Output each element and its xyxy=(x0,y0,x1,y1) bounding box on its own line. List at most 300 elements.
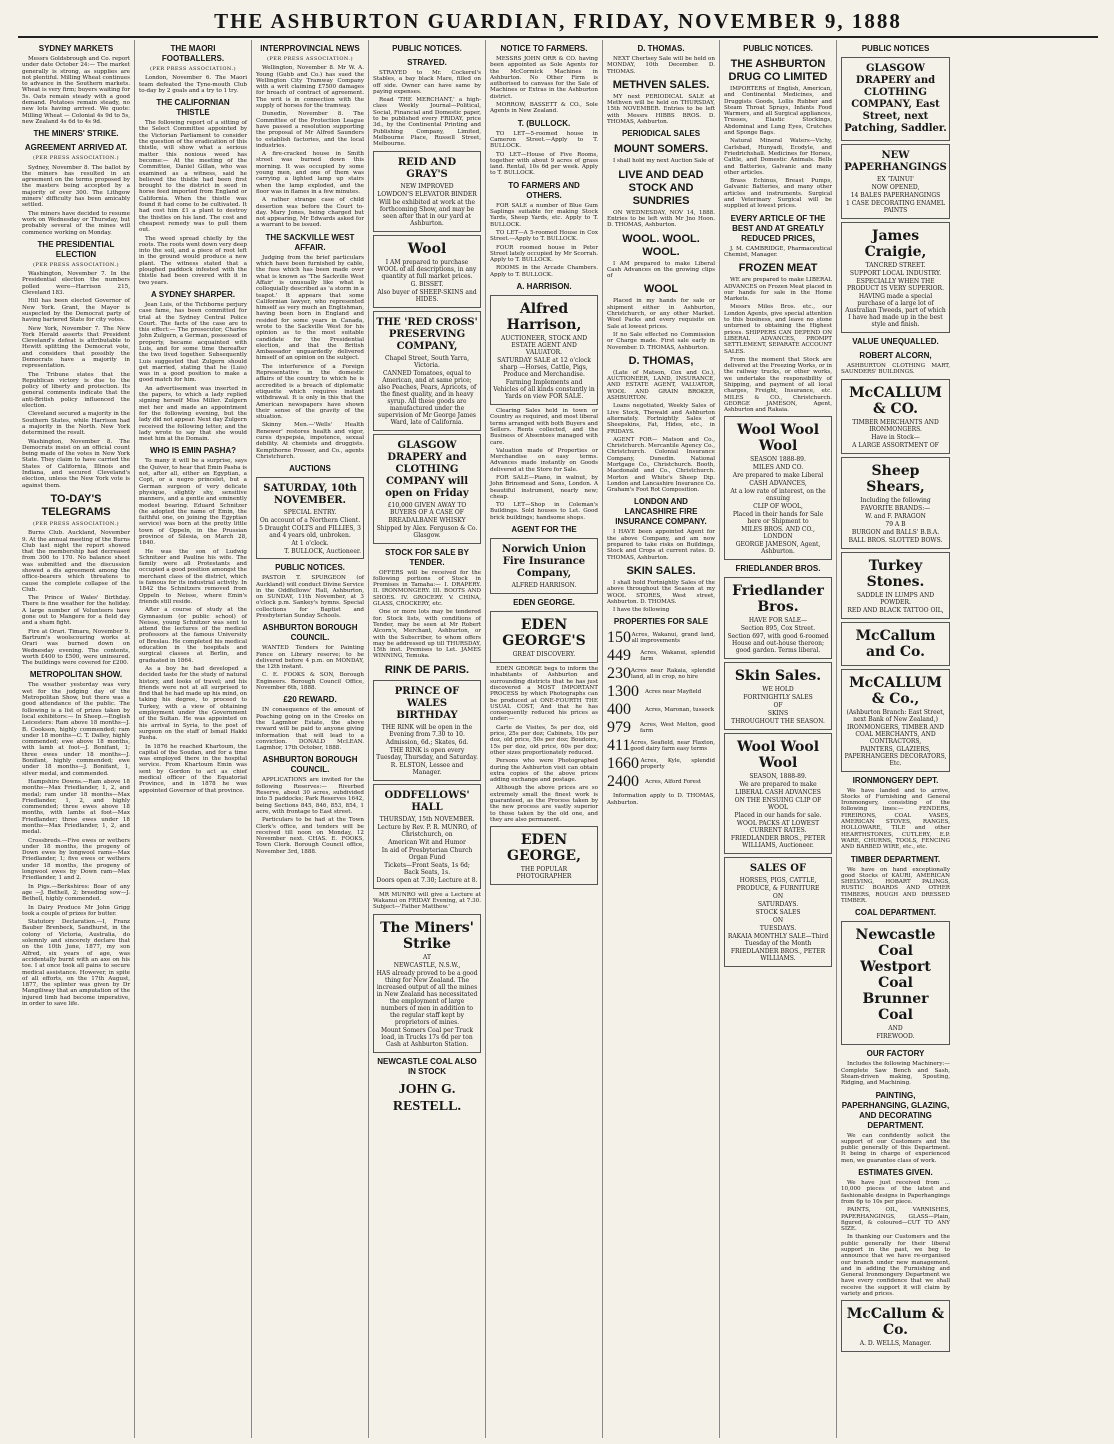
column-7 xyxy=(720,40,837,1438)
article-paragraph: One or more lots may be tendered for. Stock lists, with conditions of Tender, may be seen at Mr Robert Alcorn's, Merchant, Ashburton, or with the Subscriber, to whom offers may be addressed up till THURSDAY, 15th inst. Premises to Let. JAMES WINNING, Temuka. xyxy=(373,609,481,660)
ad-title: McCallum & Co. xyxy=(846,1306,945,1339)
article-paragraph: In Pigs.—Berkshires: Boar of any age —J. Bethell, 2; breeding sow—J. Bethell, highly commended. xyxy=(22,883,130,903)
property-acreage: 1300 xyxy=(607,683,639,701)
ad-line: BREADALBANE WHISKY xyxy=(388,516,466,524)
section-heading: FRIEDLANDER BROS. xyxy=(735,564,821,574)
ad-title: Wool xyxy=(407,240,447,257)
property-acreage: 2400 xyxy=(607,773,639,791)
section-heading: WHO IS EMIN PASHA? xyxy=(149,446,237,456)
press-association-credit: (PER PRESS ASSOCIATION.) xyxy=(32,520,120,527)
ad-line: SEASON, 1888-89. xyxy=(749,773,807,781)
advertisement xyxy=(724,416,832,560)
section-heading: EVERY ARTICLE OF THE BEST AND AT GREATLY REDUCED PRICES, xyxy=(730,213,826,243)
property-row xyxy=(607,756,715,772)
article-paragraph: WANTED Tenders for Painting Fence on Library reserve; to be delivered before 4 p.m. on MONDAY, the 12th instant. xyxy=(256,645,364,671)
ad-line: Admission, 6d.; Skates, 6d. xyxy=(385,738,469,746)
article-paragraph: The Prince of Wales' Birthday. There is fine weather for the holiday. A large number of Volunteers have gone out to Mangere for a field day and a sham fight. xyxy=(22,595,130,627)
article-paragraph: WE are prepared to make LIBERAL ADVANCES on Frozen Meat placed in our hands for sale in the Home Markets. xyxy=(724,277,832,303)
ad-line: G. BISSET. xyxy=(410,280,444,288)
article-paragraph: Hill has been elected Governor of New York. Grant, the Mayor is suspected by the Democrat party of having bartered State for city votes. xyxy=(22,298,130,324)
section-heading: THE MAORI FOOTBALLERS. xyxy=(161,44,225,63)
article-paragraph: Although the above prices are so extremely small the finest work is guaranteed, as the Process taken by the new process are vastly superior to those taken by the old one, and they are also permanent. xyxy=(490,785,598,823)
ad-line: American Wit and Humor xyxy=(388,838,466,846)
ad-line: Have in Stock— xyxy=(871,433,920,441)
section-heading: METROPOLITAN SHOW. xyxy=(29,670,123,680)
ad-title: EDEN GEORGE'S xyxy=(502,617,586,650)
section-heading: MOUNT SOMERS. xyxy=(613,143,709,156)
article-paragraph: The weed spread chiefly by the roots. The roots went down very deep into the soil, and a piece of root left in the ground would produce a new plant. The witness stated that a ploughed paddock infested with the thistle had been covered with it in two years. xyxy=(139,235,247,286)
article-paragraph: FOR SALE—Piano, in walnut, by John Brinsmead and Sons, London. A beautiful instrument, nearly new; cheap. xyxy=(490,474,598,500)
ad-title: The Miners' Strike xyxy=(380,919,474,952)
article-paragraph: Crossbreds.—Five ewes or wethers under 18 months, the progeny of Down ewes by longwool rams—Max Friedlander, 1; five ewes or wethers under 18 months, the progeny of longwool ewes by Down ram—Max Friedlander, 1 and 2. xyxy=(22,837,130,882)
ad-line: ESPECIALLY WHEN THE PRODUCT IS VERY SUPERIOR. xyxy=(847,278,944,292)
article-paragraph: Messrs Miles Bros. etc., our London Agents, give special attention to this business, and leave no stone unturned to obtaining the Highest prices. SHIPPERS CAN DEPEND ON LIBERAL ADVANCES, PROMPT SETTLEMENT, SEPARATE ACCOUNT SALES. xyxy=(724,304,832,355)
ad-line: 5 Draught COLTS and FILLIES, 3 and 4 years old, unbroken. xyxy=(259,525,361,540)
ad-line: SADDLE IN LUMPS AND POWDER. xyxy=(856,591,935,606)
advertisement xyxy=(373,914,481,1053)
article-paragraph: MESSRS JOHN ORR & CO. having been appointed as Sole Agents for the McCormick Machines in Ashburton. No Other Firm is authorised to canvass for the Sale of Machines or Extras in the Ashburton district. xyxy=(490,56,598,100)
newspaper-title: THE ASHBURTON GUARDIAN, FRIDAY, NOVEMBER 9, 1888 xyxy=(214,8,902,33)
ad-line: Section 697, with good 6-roomed House and out-house thereon; good garden. Terms liberal. xyxy=(727,633,829,655)
article-paragraph: Sydney, November 8. The ballot by the miners has resulted in an agreement on the terms proposed by the masters being accepted by a majority of over 300. The Lithgow miners' difficulty has been amicably settled. xyxy=(22,164,130,209)
ad-line: FIREWOOD. xyxy=(876,1033,915,1041)
section-heading: PAINTING, PAPERHANGING, GLAZING, AND DECORATING DEPARTMENT. xyxy=(841,1090,950,1130)
ad-line: Including the following xyxy=(860,496,931,504)
article-paragraph: The following report of a sitting of the Select Committee appointed by the Victorian Parliament to consider the question of the eradication of this thistle, will show what a serious matter this noxious weed has become:— At the meeting of the Committee, Daniel Gillan, who was examined as a witness, said he believed the thistle had been first brought to the district in seed in horse feed imported from England or California. When the thistle was found it had come to be cultivated. It had cost him £1 a plant to destroy the thistles on his land. The cost and cheapest remedy was to pull them out. xyxy=(139,120,247,234)
ad-title: James Craigie, xyxy=(864,228,927,260)
ad-line: FRIEDLANDER BROS., PETER WILLIAMS. xyxy=(730,948,826,963)
article-paragraph: STRAYED to Mr. Cockerel's Stables, a bay black Mare, filled on off side. Owner can have same by paying expenses. xyxy=(373,70,481,95)
ad-title: McCALLUM & Co., xyxy=(849,674,942,707)
article-paragraph: I shall hold my next Auction Sale of xyxy=(613,158,714,165)
article-paragraph: Washington, November 8. The Democrats insist on an official count being made of the votes in New York State. They claim to have carried the States of California, Illinois and Indiana, and secured Cleveland's election, unless the New York vote is against them. xyxy=(22,438,130,489)
article-paragraph: Jean Luis, of the Tichborne perjury case fame, has been committed for trial at the Sydney Central Police Court. The facts of the case are to this effect:— The prosecutor, Charles John Zulgern, a German, possessed of property, became acquainted with Luis, and for some time thereafter the two lived together. Subsequently Luis suggested that Zulgern should get married, stating that he (Luis) was in a good position to make a good match for him. xyxy=(139,301,247,384)
ad-line: Mount Somers Coal per Truck load, in Trucks 17s 6d per ton Cash at Ashburton Station. xyxy=(380,1026,474,1048)
ad-line: We are prepared to make xyxy=(739,781,817,789)
advertisement xyxy=(841,552,950,619)
article-paragraph: OFFERS will be received for the following portions of Stock in Premises in Tamaha:— I. DRAPERY. II. IRONMONGERY. III. BOOTS AND SHOES. IV. GROCERY. V. CHINA, GLASS, CROCKERY, etc. xyxy=(373,569,481,608)
advertisement xyxy=(373,784,481,889)
property-acreage: 150 xyxy=(607,629,631,647)
article-paragraph: To many it will be a surprise, says the Quiver, to hear that Emin Pasha is not, after all, either an Egyptian, a Copt, or a negro princelet, but a German surgeon of very delicate physique, slightly shy, sensitive manners, and a gentle and eminently modest bearing. Eduard Schnitzer (he adopted the name of Emin, the faithful one, on joining the Egyptian service) was born at the pretty little town of Oppeln, in the Prussian province of Silesia, on March 28, 1840. xyxy=(139,458,247,547)
article-paragraph: We have just received from ... 10,000 pieces of the latest and fashionable designs in Paperhangings from 6p to 10s per piece. xyxy=(841,1180,950,1205)
ad-line: Lecture by Rev. P. R. MUNRO, of Christchurch, on xyxy=(377,823,477,838)
ad-line: CANNED Tomatoes, equal to American, and at same price; also Peaches, Pears, Apricots, of the finest quality, and in heavy syrup. All these goods are manufactured under the supervision of Mr George James Ward, late of California. xyxy=(377,369,477,426)
section-heading: TO-DAY'S TELEGRAMS xyxy=(41,492,111,518)
ad-title: ODDFELLOWS' HALL xyxy=(384,789,470,813)
ad-line: FAVORITE BRANDS:— xyxy=(860,504,931,512)
ad-line: On account of a Northern Client. xyxy=(259,517,361,525)
ad-line: Placed in our hands for sale. xyxy=(734,812,822,820)
ad-line: TIMBER MERCHANTS AND IRONMONGERS. xyxy=(852,418,939,433)
property-description: Acres, Wakanui, splendid farm xyxy=(640,649,715,663)
ad-title: Alfred Harrison, xyxy=(506,301,582,334)
article-paragraph: J. M. CAMBRIDGE, Pharmaceutical Chemist, Manager. xyxy=(724,245,832,258)
ad-title: Friedlander Bros. xyxy=(732,583,824,616)
article-paragraph: New York, November 7. The New York Herald asserts that President Cleveland's defeat is attributable to Hewitt splitting the Democrat vote, and considers that possibly the Democrats have a majority in representation. xyxy=(22,325,130,370)
ad-line: BURGON and BALLS' B.B.A. xyxy=(851,528,940,536)
property-row xyxy=(607,774,715,790)
property-row xyxy=(607,684,715,700)
advertisement xyxy=(841,921,950,1045)
article-paragraph: A rather strange case of child desertion was before the Court to-day. Mary Jones, being charged but not appearing, Mr Edwards asked for a warrant to be issued. xyxy=(256,197,364,229)
section-heading: SKIN SALES. xyxy=(626,564,696,577)
article-paragraph: Fire at Orari. Timaru, November 9. Bartrum's woolscouring works at Orari was burned down on Wednesday evening. The contents, worth £400 to £500, were uninsured. The buildings were covered for £200. xyxy=(22,628,130,667)
section-heading: LONDON AND LANCASHIRE FIRE INSURANCE COMPANY. xyxy=(615,497,707,527)
property-description: Acres, Kyle, splendid property xyxy=(640,757,715,771)
property-description: Acres, Maronan, tussock xyxy=(645,707,715,714)
advertisement xyxy=(490,826,598,885)
ad-line: GEORGE JAMESON, Agent, Ashburton. xyxy=(735,541,821,556)
advertisement xyxy=(841,457,950,549)
article-paragraph: MY next PERIODICAL SALE at Methven will be held on THURSDAY, 15th NOVEMBER. Entries to be left with Messrs HIBBS BROS. D. THOMAS, Ashburton. xyxy=(607,93,715,126)
section-heading: THE MINERS' STRIKE. xyxy=(33,129,119,139)
article-paragraph: After a course of study at the Gymnasium (or public school) of Neisse, young Schnitzer was sent to attend the lectures of the medical professors at the famous University of Breslau. He completed his medical education in the hospitals and surgical classes at Berlin, and graduated in 1864. xyxy=(139,607,247,664)
section-heading: A. HARRISON. xyxy=(516,282,572,292)
ad-line: At a low rate of interest, on the ensuing xyxy=(730,488,826,503)
section-heading: ASHBURTON BOROUGH COUNCIL. xyxy=(262,623,358,643)
ad-title: Skin Sales. xyxy=(734,668,822,685)
article-paragraph: We have on hand exceptionally good Stocks of KAURI, AMERICAN SHELVING, HOBART PALINGS, RUSTIC BOARDS AND OTHER TIMBERS, ROUGH AND DRESSED TIMBER. xyxy=(841,866,950,905)
section-heading: TO FARMERS AND OTHERS. xyxy=(508,180,580,200)
article-paragraph: AGENT FOR— Matson and Co., Christchurch. Mercantile Agency Co., Christchurch. Colonial Insurance Company, Dunedin. National Mortgage Co., Christchurch. Booth, Macdonald and Co., Christchurch. Morton and White's Sheep Dip. London and Lancashire Insurance Co. Graham's Foot Rot Composition. xyxy=(607,436,715,494)
press-association-credit: (PER PRESS ASSOCIATION.) xyxy=(32,155,120,162)
article-paragraph: Clearing Sales held in town or Country as required, and most liberal terms arranged with both Buyers and Sellers. Rents collected, and the Business of Absentees managed with care. xyxy=(490,408,598,446)
article-paragraph: Valuation made of Properties or Merchandise on easy terms. Advances made instantly on Goods delivered at the Store for Sale. xyxy=(490,447,598,473)
article-paragraph: Burns Club. Auckland, November 9. At the annual meeting of the Burns Club last night the report showed that the membership had decreased from 300 to 170. No balance sheet was submitted and the discussion showed a dis agreement among the office-bearers which threatens to cause the complete collapse of the Club. xyxy=(22,530,130,593)
ad-title: PRINCE OF WALES BIRTHDAY xyxy=(394,685,460,721)
section-heading: THE SACKVILLE WEST AFFAIR. xyxy=(265,232,355,252)
ad-line: HORSES, PIGS, CATTLE, xyxy=(739,877,817,885)
article-paragraph: The miners have decided to resume work on Wednesday or Thursday, but probably several of the mines will commence working on Monday. xyxy=(22,210,130,236)
section-heading: T. (BULLOCK. xyxy=(517,118,571,128)
advertisement xyxy=(373,680,481,781)
section-heading: EDEN GEORGE. xyxy=(513,598,575,608)
section-heading: IRONMONGERY DEPT. xyxy=(852,775,939,785)
ad-title: SALES OF xyxy=(749,863,807,875)
ad-line: ON xyxy=(772,917,784,925)
article-paragraph: Cleveland secured a majority in the Southern States, while Harrison had a majority in the North. New York determined the result. xyxy=(22,411,130,437)
article-paragraph: TO LET—A 5-roomed House in Cox Street.—Apply to T. BULLOCK. xyxy=(490,229,598,243)
ad-line: LOWDON'S ELEVATOR BINDER xyxy=(377,190,477,198)
section-heading: D. THOMAS. xyxy=(637,44,685,53)
section-heading: STRAYED. xyxy=(407,58,447,67)
ad-line: WE HOLD xyxy=(762,686,794,694)
ad-title: McCALLUM & CO. xyxy=(849,384,942,417)
article-paragraph: Carte de Visites, 5s per doz, old price, 25s per doz; Cabinets, 10s per doz, old price, 50s per doz; Boudoirs, 15s per doz, old price, 60s per doz; other sizes proportionately reduced. xyxy=(490,724,598,756)
ad-line: TANCRED STREET. xyxy=(865,262,926,269)
ad-line: CLIP OF WOOL, xyxy=(753,503,803,511)
section-heading: PUBLIC NOTICES. xyxy=(275,563,345,573)
article-paragraph: London, November 6. The Maori team defeated the Tyne-mouth Club to-day by 2 goals and a try to 1 try. xyxy=(139,75,247,94)
ad-line: RAKAIA MONTHLY SALE—Third Tuesday of the Month xyxy=(727,933,829,948)
column-2 xyxy=(135,40,252,1438)
ad-line: HAVE FOR SALE— xyxy=(748,617,808,625)
ad-line: OF xyxy=(773,702,783,710)
advertisement xyxy=(724,733,832,854)
article-paragraph: Brass Echinus, Breast Pumps, Galvanic Batteries, and many other articles and instruments. Surgical and Veterinary Surgical will be supplied at lowest prices. xyxy=(724,178,832,210)
ad-title: Sheep Shears, xyxy=(866,462,925,495)
article-paragraph: Particulars to be had at the Town Clerk's office, and tenders will be received till noon on Monday, 12 November next. CHAS. E. FOOKS, Town Clerk. Borough Council office, November 3rd, 1888. xyxy=(256,817,364,855)
article-paragraph: The interference of a Foreign Representative in the domestic affairs of the country to which he is accredited is a breach of diplomatic etiquette which requires instant withdrawal. It is only in this that the American newspapers have shown their sense of the gravity of the situation. xyxy=(256,363,364,421)
advertisement xyxy=(724,577,832,659)
ad-line: Placed in their hands for Sale here or Shipment to xyxy=(732,511,824,526)
ad-line: THE RINK will be open in the Evening from 7.30 to 10. xyxy=(381,723,473,738)
section-heading: ESTIMATES GIVEN. xyxy=(858,1168,933,1178)
section-heading: WOOL xyxy=(643,283,679,296)
ad-title: REID AND GRAY'S xyxy=(397,156,457,180)
section-heading: SYDNEY MARKETS xyxy=(38,44,114,53)
advertisement xyxy=(841,1300,950,1352)
ad-line: ALFRED HARRISON. xyxy=(511,582,577,590)
ad-line: MILES AND CO. xyxy=(752,464,804,472)
section-heading: TIMBER DEPARTMENT. xyxy=(850,854,941,864)
ad-line: 14 BALES PAPERHANGINGS xyxy=(850,192,941,199)
article-paragraph: Hampshire Downs.—Ram above 18 months—Max Friedlander, 1, 2, and medal; ram under 18 months—Max Friedlander, 1, 2, and highly commended; three ewes above 18 months, with lambs at foot—Max Friedlander; three ewes under 18 months—Max Friedlander, 1, 2, and medal. xyxy=(22,778,130,836)
column-8 xyxy=(837,40,954,1438)
article-paragraph: Wellington, November 8. Mr W. A. Young (Gubb and Co.) has sued the Wellington City Tramway Company with a writ claiming £7500 damages for breach of contract of agreement. The writ is in connection with the supply of horses for the tramway. xyxy=(256,65,364,110)
ad-line: NEW IMPROVED xyxy=(400,182,454,190)
article-paragraph: As a boy he had developed a decided taste for the study of natural history, and looks of travel; and his friends were not at all surprised to find that he had made up his mind, on taking his degree, to proceed to Turkey, with a view of obtaining employment under the Government of the Sultan. He was appointed on his arrival in Syria, to the post of surgeon on the staff of Ismail Hakki Pasha. xyxy=(139,665,248,742)
section-heading: PERIODICAL SALES xyxy=(621,129,701,139)
section-heading: PUBLIC NOTICES. xyxy=(743,44,813,53)
ad-line: W. and F. PARAGON xyxy=(865,512,926,520)
section-heading: PUBLIC NOTICES. xyxy=(392,44,462,53)
property-row xyxy=(607,666,715,682)
ad-line: FORTNIGHTLY SALES xyxy=(743,694,813,702)
property-acreage: 449 xyxy=(607,647,631,665)
ad-line: SUPPORT LOCAL INDUSTRY. xyxy=(849,270,942,277)
ad-line: SEASON 1888-89. xyxy=(750,456,806,464)
property-acreage: 411 xyxy=(607,737,631,755)
article-paragraph: ON WEDNESDAY, NOV 14, 1888. Entries to be left with Mr Jno Hoon. D. THOMAS, Ashburton. xyxy=(607,209,715,229)
article-paragraph: ASHBURTON CLOTHING MART, SAUNDERS' BUILDINGS. xyxy=(841,363,950,376)
ad-line: £10,000 GIVEN AWAY TO BUYERS OF A CASE OF xyxy=(387,501,467,516)
ad-line: MILES BROS. AND CO., LONDON xyxy=(741,526,815,541)
article-paragraph: In 1876 he reached Khartoum, the capital of the Soudan, and for a time was employed there in the hospital service. From Khartoum Emin was sent by Gordon to act as chief medical officer of the Equatorial Province, and in 1878 he was appointed Governor of that province. xyxy=(139,743,247,794)
ad-title: Norwich Union Fire Insurance Company, xyxy=(501,544,587,580)
section-heading: THE ASHBURTON DRUG CO LIMITED xyxy=(728,58,828,83)
article-paragraph: In thanking our Customers and the public generally for their liberal support in the past, we beg to announce that we have re-organised our branch under new management, and in adding the Furnishing and General Ironmongery Department we have every confidence that we shall receive the support it will claim by variety and prices. xyxy=(841,1234,950,1298)
advertisement xyxy=(841,222,950,333)
ad-line: Doors open at 7.30; Lecture at 8. xyxy=(376,876,478,884)
ad-signature: T. BULLOCK, Auctioneer. xyxy=(284,548,361,556)
ad-title: GLASGOW DRAPERY and CLOTHING COMPANY, East Street, next Patching, Saddler. xyxy=(844,63,947,134)
ad-line: LIBERAL CASH ADVANCES xyxy=(735,789,821,797)
column-4 xyxy=(369,40,486,1438)
ad-line: FRIEDLANDER BROS., PETER WILLIAMS, Auctioneer. xyxy=(730,835,826,850)
ad-line: HAS already proved to be a good thing for New Zealand. The increased output of all the mines in New Zealand has necessitated the employment of large numbers of men in addition to the regular staff kept by proprietors of mines. xyxy=(376,969,478,1026)
section-heading: D. THOMAS, xyxy=(628,354,694,367)
property-description: Acres, Seafield, near Flaxton, good dairy farm easy terms xyxy=(630,739,715,753)
article-paragraph: We have landed and to arrive, Stocks of Furnishing and General Ironmongery, consisting of the following lines:— FENDERS, FIREIRONS, COAL VASES, AMERICAN STOVES, RANGES, HOLLOWARE, TILE and other HEARTHSTONES, CUTLERY, E.P. WARE, CHURNS, TOOLS, FENCING AND BARBED WIRE, etc., etc. xyxy=(841,787,950,851)
property-description: Acres near Mayfield xyxy=(645,689,702,696)
ad-line: SATURDAYS. xyxy=(757,901,799,909)
ad-line: A. D. WELLS, Manager. xyxy=(859,1340,932,1348)
article-paragraph: IMPORTERS of English, American, and Continental Medicines, and Druggists Goods, Lollis Rubber and Steam Throat Sprays, Infants Food Warmers, and all Surgical appliances, Trusses, Elastic Stockings, Abdominal and Lung Eyes, Crutches and Sponge Bags. xyxy=(724,86,832,137)
article-paragraph: The Tribune states that the Republican victory is due to the policy of liberty and protection. Its general comments indicate that the anti-British policy influenced the election. xyxy=(22,371,130,410)
ad-title: NEW PAPERHANGINGS xyxy=(844,150,947,173)
ad-line: At 1 o'clock. xyxy=(291,540,329,548)
newspaper-page xyxy=(18,40,1098,1438)
property-row xyxy=(607,738,715,754)
ad-line: SATURDAY SALE at 12 o'clock sharp —Horses, Cattle, Pigs, Produce and Merchandise. xyxy=(497,357,591,379)
advertisement xyxy=(373,235,481,308)
article-paragraph: ROOMS in the Arcade Chambers. Apply to T. BULLOCK. xyxy=(490,265,598,278)
ad-line: SKINS xyxy=(767,710,789,718)
ad-title: McCallum and Co. xyxy=(855,627,936,660)
section-heading: METHVEN SALES. xyxy=(612,78,710,91)
ad-line: PAINTERS, GLAZIERS, PAPERHANGERS DECORATORS, Etc. xyxy=(844,745,947,767)
ad-line: A LARGE ASSORTMENT OF xyxy=(852,441,939,449)
advertisement xyxy=(841,144,950,219)
article-paragraph: Messrs Goldsbrough and Co. report under date October 24:— The market generally is strong, as supplies are not plentiful. Milling Wheat continues to advance in the Southern markets. Wheat is very firm; buyers waiting for 5s. Oats remain steady with a good demand. Potatoes remain steady, no new lots having arrived. We quote: Milling Wheat — Colonial 4s 9d to 5s, new Zealand 4s 6d to 4s 9d. xyxy=(22,56,130,125)
section-heading: VALUE UNEQUALLED. xyxy=(852,337,939,346)
ad-line: ON xyxy=(772,893,784,901)
article-paragraph: Placed in my hands for sale or shipment either in Ashburton, Christchurch, or any other Market. Wool Packs and every requisite on Sale at lowest prices. xyxy=(607,298,715,330)
section-heading: INTERPROVINCIAL NEWS xyxy=(260,44,360,53)
advertisement xyxy=(373,151,481,232)
section-heading: COAL DEPARTMENT. xyxy=(854,908,937,918)
section-heading: AGREEMENT ARRIVED AT. xyxy=(24,143,128,153)
ad-title: Wool Wool Wool xyxy=(736,739,820,772)
section-heading: THE CALIFORNIAN THISTLE xyxy=(156,98,230,118)
ad-line: RED AND BLACK TATTOO OIL, xyxy=(847,606,944,614)
article-paragraph: Read 'THE MERCHANT,' a high-class Weekly Journal—Political, Social, Financial and Domestic paper, to be published every FRIDAY, price 3d., by the Continental Printing and Publishing Company, Limited, Melbourne Place, Russell Street, Melbourne. xyxy=(373,97,481,148)
section-heading: STOCK FOR SALE BY TENDER. xyxy=(385,547,469,567)
article-paragraph: TO LET—5-roomed house in Cameron Street.—Apply to T. BULLOCK. xyxy=(490,130,598,150)
ad-title: GLASGOW DRAPERY and CLOTHING COMPANY will open on Friday xyxy=(385,439,469,499)
article-paragraph: MR MUNRO will give a Lecture at Wakanui on FRIDAY Evening, at 7.30. Subject—'Father Matthew.' xyxy=(373,891,481,911)
ad-line: CASH ADVANCES, xyxy=(749,480,807,488)
article-paragraph: Natural Mineral Waters—Vichy, Carlsbad, Hunyadi, Ecodyle, and Friedrichshall. Medicines for Horses, Cattle, and Domestic Animals. Bells and Batteries, Galvanic and many other articles. xyxy=(724,138,832,176)
article-paragraph: If no Sale effected no Commission or Charge made. First sale early in November. D. THOMAS, Ashburton. xyxy=(607,331,715,351)
article-paragraph: Persons who were Photographed during the Ashburton visit can obtain extra copies of the above prices adding exchange and postage. xyxy=(490,758,598,784)
section-heading: RINK DE PARIS. xyxy=(384,663,470,676)
ad-line: EX 'TAINUI' xyxy=(877,176,914,183)
article-paragraph: The weather yesterday was very wet for the judging day of the Metropolitan Show, but there was a good attendance of the public. The following is a list of prizes taken by local exhibitors:— In Sheep.—English Leicesters: Ram above 18 months—J. B. Cookson, highly commended; ram under 18 months—C. T. Dalley, highly commended; ewe above 18 months, with lamb at foot—J. Bonifant, 1; three ewes under 18 months—J. Bonifant, highly commended; ewe under 18 months—J. Bonifant, 1, silver medal, and commended. xyxy=(22,682,130,777)
ad-line: Will be exhibited at work at the forthcoming Show, and may be seen after that in our yard at Ashburton. xyxy=(379,198,475,227)
article-paragraph: We can confidently solicit the support of our Customers and the public generally of this Department. It being in charge of experienced men, we guarantee class of work. xyxy=(841,1132,950,1164)
property-acreage: 1660 xyxy=(607,755,639,773)
article-paragraph: C. E. FOOKS & SON, Borough Engineers. Borough Council Office, November 6th, 1888. xyxy=(256,672,364,692)
section-heading: £20 REWARD. xyxy=(283,695,337,705)
article-paragraph: I HAVE been appointed Agent for the above Company, and am now prepared to take risks on Buildings, Stock and Crops at current rates. D. THOMAS, Ashburton. xyxy=(607,529,715,561)
ad-line: IRONMONGERS, TIMBER AND COAL MERCHANTS, AND CONTRACTORS, xyxy=(847,723,944,745)
section-heading: ROBERT ALCORN, xyxy=(859,351,932,360)
article-paragraph: A fire-cracked house in Smith street was burned down this morning. It was occupied by some young men, and one of them was carrying a lighted lamp up stairs when the lamp exploded, and the floor was in flames in a few minutes. xyxy=(256,151,364,195)
property-row xyxy=(607,702,715,718)
article-paragraph: EDEN GEORGE begs to inform the inhabitants of Ashburton and surrounding districts that he has just discovered a MOST IMPORTANT PROCESS by which Photographs can be produced at ONE-FOURTH THE USUAL COST, And that he has consequently reduced his prices as under:— xyxy=(490,666,598,723)
article-paragraph: FOR SALE a number of Blue Gum Saplings suitable for making Stock Yards, Sheep Yards, etc. Apply to T. BULLOCK. xyxy=(490,202,598,228)
article-paragraph: NEXT Chertsey Sale will be held on MONDAY, 10th December. D. THOMAS. xyxy=(607,56,715,75)
ad-line: AND xyxy=(888,1025,903,1033)
section-heading: AGENT FOR THE xyxy=(511,525,577,535)
ad-line: GREAT DISCOVERY. xyxy=(512,651,576,659)
ad-line: THE POPULAR PHOTOGRAPHER xyxy=(516,866,572,881)
ad-line: NEWCASTLE, N.S.W., xyxy=(393,961,461,969)
article-paragraph: Information apply to D. THOMAS, Ashburton. xyxy=(607,793,715,806)
section-heading: PROPERTIES FOR SALE xyxy=(613,617,709,627)
section-heading: A SYDNEY SHARPER. xyxy=(150,289,236,299)
section-heading: NOTICE TO FARMERS. xyxy=(500,44,588,53)
ad-line: WOOL PACKS AT LOWEST CURRENT RATES. xyxy=(736,820,820,835)
article-paragraph: (Late of Matson, Cox and Co.), AUCTIONEER, LAND, INSURANCE, AND ESTATE AGENT, VALUATOR, WOOL AND GRAIN BROKER, ASHBURTON. xyxy=(607,369,715,402)
ad-title: Wool Wool Wool xyxy=(736,422,820,455)
ad-line: AUCTIONEER, STOCK AND ESTATE AGENT AND VALUATOR. xyxy=(500,335,588,357)
advertisement xyxy=(490,538,598,594)
article-paragraph: TO LET—House of Five Rooms, together with about 9 acres of grass land. Rental, 10s 6d per week. Apply to T. BULLOCK. xyxy=(490,151,598,177)
advertisement xyxy=(724,857,832,967)
section-heading: AUCTIONS xyxy=(289,464,331,474)
article-paragraph: In Dairy Produce Mr John Grigg took a couple of prizes for butter. xyxy=(22,904,130,917)
ad-line: Are prepared to make Liberal xyxy=(732,472,824,480)
article-paragraph: Includes the following Machinery:— Complete Saw Bench and Sash, Steam-driven making, Spouting, Ridging, and Machining. xyxy=(841,1061,950,1087)
article-paragraph: MORROW, BASSETT & CO., Sole Agents in New Zealand. xyxy=(490,102,598,115)
ad-title: Newcastle Coal Westport Coal Brunner Coal xyxy=(855,927,936,1024)
column-6 xyxy=(603,40,720,1438)
property-description: Acres, West Melton, good farm xyxy=(640,721,715,735)
advertisement xyxy=(373,311,481,431)
ad-line: STOCK SALES xyxy=(755,909,801,917)
property-acreage: 979 xyxy=(607,719,631,737)
article-paragraph: He was the son of Ludwig Schnitzer and Pauline his wife. The family were all Protestants and occupied a good position amongst the merchant class of the district, which is famous for its industrial activity. In 1842 the Schnitzers removed from Oppeln to Neisse, where Emin's friends still reside. xyxy=(139,548,247,605)
article-paragraph: PAINTS, OIL, VARNISHES, PAPERHANGINGS, GLASS—Plain, figured, & coloured—CUT TO ANY SIZE. xyxy=(841,1207,950,1233)
ad-title: SATURDAY, 10th NOVEMBER. xyxy=(263,483,357,507)
ad-line: THROUGHOUT THE SEASON. xyxy=(731,718,825,726)
advertisement xyxy=(490,295,598,405)
ad-line: (Ashburton Branch: East Street, next Bank of New Zealand,) xyxy=(846,708,945,723)
article-paragraph: An advertisement was inserted in the papers, to which a lady replied signing herself Miss Miller. Zulgern met her and made an appointment for the following evening, but the lady did not appear. Next day Zulgern received the following letter, and the lady wrote to say that she would meet him at the Domain. xyxy=(139,385,247,443)
press-association-credit: (PER PRESS ASSOCIATION.) xyxy=(149,66,237,72)
property-description: Acres, Wakanui, grand land, all improvements xyxy=(631,631,715,645)
advertisement xyxy=(724,662,832,730)
ad-line: Farming Implements and Vehicles of all kinds constantly in Yards on view FOR SALE. xyxy=(493,379,595,401)
property-row xyxy=(607,648,715,664)
ad-line: TUESDAYS. xyxy=(759,925,797,933)
ad-line: THURSDAY, 15th NOVEMBER. xyxy=(379,815,475,823)
column-1 xyxy=(18,40,135,1438)
article-paragraph: Dunedin, November 8. The Committee of the Protection League have passed a resolution supporting the proposal of Mr Alfred Saunders to establish factories, and the local industries. xyxy=(256,111,364,149)
ad-line: PRODUCE, & FURNITURE xyxy=(736,885,820,893)
ad-line: HAVING made a special purchase of a large lot of Australian Tweeds, part of which I have had made up in the best style and finish. xyxy=(845,293,946,328)
section-heading: JOHN G. RESTELL. xyxy=(392,1081,462,1114)
advertisement xyxy=(490,611,598,663)
advertisement xyxy=(841,57,950,141)
article-paragraph: Skinny Men.—'Wells' Health Renewer' restores health and vigor, cures dyspepsia, impotence, sexual debility. At chemists and druggists. Kempthorne Prosser, and Co., agents Christchurch. xyxy=(256,422,364,460)
ad-line: AT xyxy=(422,953,431,961)
masthead xyxy=(18,6,1098,38)
property-row xyxy=(607,630,715,646)
property-row xyxy=(607,720,715,736)
column-3 xyxy=(252,40,369,1438)
article-paragraph: Washington, November 7. In the Presidential election the numbers polled were—Harrison 215, Cleveland 183. xyxy=(22,271,130,297)
press-association-credit: (PER PRESS ASSOCIATION.) xyxy=(32,261,120,268)
section-heading: THE PRESIDENTIAL ELECTION xyxy=(37,239,115,259)
ad-line: Tickets—Front Seats, 1s 6d; Back Seats, 1s. xyxy=(384,861,470,876)
article-paragraph: Judging from the brief particulars which have been furnished by cable, the fuss which has been made over what is known as 'The Sackville West Affair' is unusually like what is colloquially described as 'a storm in a teapot.' It appears that some Californian lawyer, who represented himself as very much an Englishman, having been born in England and resided for some years in Canada, wrote to the Sackville West for his opinion as to the most suitable candidate for the Presidential election, and that the British Ambassador unguardedly delivered himself of an opinion on the subject. xyxy=(256,254,364,362)
ad-line: ON THE ENSUING CLIP OF WOOL xyxy=(734,797,822,812)
section-heading: LIVE AND DEAD STOCK AND SUNDRIES xyxy=(618,168,704,207)
section-heading: FROZEN MEAT xyxy=(738,262,818,275)
ad-line: Chapel Street, South Yarra, Victoria. xyxy=(384,354,470,369)
article-paragraph: I have the following xyxy=(613,607,670,614)
article-paragraph: TO LET—Shop in Coleman's Buildings. Sold houses to Let. Good brick buildings; handsome shops. xyxy=(490,502,598,521)
advertisement xyxy=(373,434,481,544)
ad-line: I AM prepared to purchase WOOL of all descriptions, in any quantity at full market prices. xyxy=(377,258,477,280)
ad-line: R. ELSTON, Lessee and Manager. xyxy=(390,761,464,776)
properties-list xyxy=(607,630,715,790)
